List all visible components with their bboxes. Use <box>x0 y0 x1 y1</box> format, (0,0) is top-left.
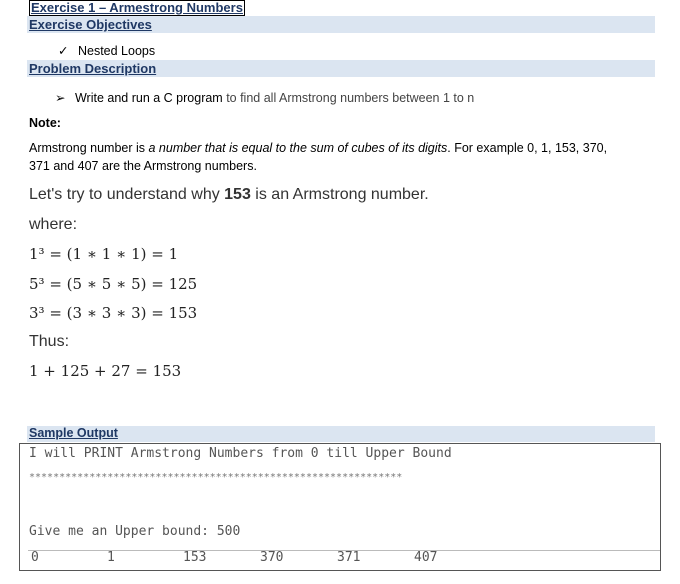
output-value: 0 <box>31 550 39 565</box>
problem-text-rest: to find all Armstrong numbers between 1 to n <box>222 91 475 105</box>
problem-item <box>55 90 474 105</box>
problem-band <box>27 60 655 77</box>
output-value: 407 <box>414 550 438 565</box>
problem-heading: Problem Description <box>29 61 157 76</box>
objective-item <box>58 43 155 58</box>
output-value: 370 <box>260 550 284 565</box>
note-heading: Note: <box>29 116 61 130</box>
note-text-a: Armstrong number is <box>29 141 149 155</box>
output-prompt: Give me an Upper bound: 500 <box>29 524 241 539</box>
objectives-heading: Exercise Objectives <box>29 17 152 32</box>
objective-text: Nested Loops <box>77 44 156 58</box>
sample-output-heading: Sample Output <box>29 426 118 440</box>
output-value: 371 <box>337 550 361 565</box>
note-line-2: 371 and 407 are the Armstrong numbers. <box>29 159 257 173</box>
intro-text-c: is an Armstrong number. <box>250 186 429 203</box>
intro-number: 153 <box>224 186 251 203</box>
checkmark-icon: ✓ <box>58 44 69 58</box>
objectives-band <box>27 16 655 33</box>
problem-text-strong: Write and run a C program <box>74 91 223 105</box>
output-stars: ************************************************************** <box>29 472 403 483</box>
arrow-bullet-icon: ➢ <box>55 91 66 105</box>
sample-output-band <box>27 426 655 442</box>
where-label: where: <box>29 216 78 233</box>
output-value: 1 <box>107 550 115 565</box>
equation-2: 5³ = (5 ∗ 5 ∗ 5) = 125 <box>29 275 198 293</box>
thus-label: Thus: <box>29 333 70 350</box>
output-value: 153 <box>183 550 207 565</box>
output-line-1: I will PRINT Armstrong Numbers from 0 till Upper Bound <box>29 446 452 461</box>
note-line-1 <box>29 141 659 155</box>
exercise-title: Exercise 1 – Armestrong Numbers <box>31 0 243 15</box>
intro-text-a: Let's try to understand why <box>29 186 225 203</box>
equation-sum: 1 + 125 + 27 = 153 <box>29 362 182 380</box>
note-definition: a number that is equal to the sum of cubes of its digits <box>148 141 448 155</box>
explain-intro <box>29 186 429 204</box>
note-text-c: . For example 0, 1, 153, 370, <box>447 141 608 155</box>
equation-1: 1³ = (1 ∗ 1 ∗ 1) = 1 <box>29 245 179 263</box>
equation-3: 3³ = (3 ∗ 3 ∗ 3) = 153 <box>29 304 198 322</box>
